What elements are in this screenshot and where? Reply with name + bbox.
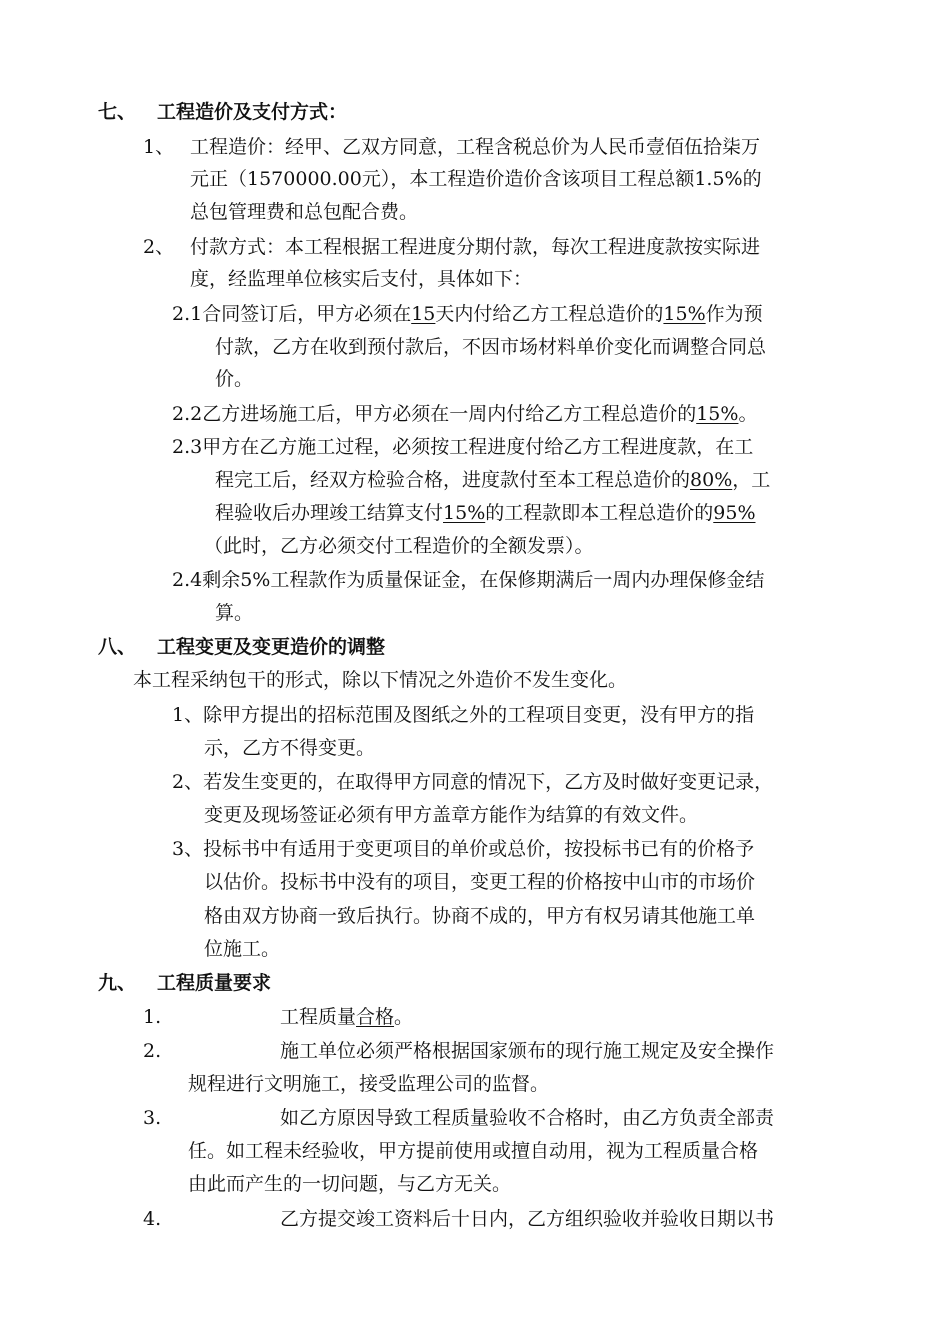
item-9-1-line-1	[280, 1008, 413, 1027]
clause-2-3-text-d: 的工程款即本工程总造价的	[485, 502, 714, 524]
clause-2-1-line-3: 价。	[215, 368, 254, 390]
clause-2-3-text-c: 程验收后办理竣工结算支付	[215, 502, 444, 524]
item-9-2-line-1: 施工单位必须严格根据国家颁布的现行施工规定及安全操作	[280, 1040, 775, 1062]
section-8-title: 工程变更及变更造价的调整	[157, 636, 386, 658]
clause-2-2-line-1	[172, 405, 757, 424]
clause-2-1-text-b: 天内付给乙方工程总造价的	[435, 303, 664, 325]
item-9-1-number: 1.	[143, 1006, 162, 1028]
item-9-3-line-2: 任。如工程未经验收，甲方提前使用或擅自动用，视为工程质量合格	[188, 1140, 759, 1162]
clause-2-1-text-a: 2.1合同签订后，甲方必须在	[172, 303, 412, 325]
item-7-1-line-3: 总包管理费和总包配合费。	[190, 201, 419, 223]
clause-2-3-line-1: 2.3甲方在乙方施工过程，必须按工程进度付给乙方工程进度款，在工	[172, 436, 754, 458]
item-7-2-line-1: 付款方式：本工程根据工程进度分期付款，每次工程进度款按实际进	[190, 236, 761, 258]
clause-2-3-percent-95: 95%	[713, 502, 756, 524]
item-9-2-number: 2.	[143, 1040, 162, 1062]
item-8-3-line-2: 以估价。投标书中没有的项目，变更工程的价格按中山市的市场价	[204, 871, 756, 893]
clause-2-3-text-a: 程完工后，经双方检验合格，进度款付至本工程总造价的	[215, 469, 691, 491]
item-9-1-text-b: 。	[394, 1006, 414, 1028]
clause-2-1-days: 15	[411, 303, 436, 325]
clause-2-1-line-2: 付款，乙方在收到预付款后，不因市场材料单价变化而调整合同总	[215, 336, 767, 358]
section-8-number: 八、	[98, 636, 137, 658]
item-7-2-line-2: 度，经监理单位核实后支付，具体如下：	[190, 268, 533, 290]
item-9-4-line-1: 乙方提交竣工资料后十日内，乙方组织验收并验收日期以书	[280, 1208, 775, 1230]
clause-2-1-percent: 15%	[663, 303, 706, 325]
item-9-2-line-2: 规程进行文明施工，接受监理公司的监督。	[188, 1073, 550, 1095]
clause-2-1-line-1	[172, 305, 763, 324]
section-9-title: 工程质量要求	[157, 972, 272, 994]
clause-2-3-line-3	[215, 504, 756, 523]
item-9-1-grade: 合格	[356, 1006, 395, 1028]
clause-2-2-text-b: 。	[738, 403, 758, 425]
item-8-1-line-1: 1、除甲方提出的招标范围及图纸之外的工程项目变更，没有甲方的指	[172, 704, 755, 726]
clause-2-3-percent-15: 15%	[443, 502, 486, 524]
item-8-3-line-3: 格由双方协商一致后执行。协商不成的，甲方有权另请其他施工单	[204, 905, 756, 927]
item-7-1-line-2: 元正（1570000.00元），本工程造价造价含该项目工程总额1.5%的	[190, 168, 762, 190]
item-8-3-line-1: 3、投标书中有适用于变更项目的单价或总价，按投标书已有的价格予	[172, 838, 755, 860]
item-9-3-line-3: 由此而产生的一切问题，与乙方无关。	[188, 1173, 512, 1195]
item-7-1-number: 1、	[143, 136, 175, 158]
clause-2-3-text-b: ，工	[732, 469, 771, 491]
clause-2-4-line-2: 算。	[215, 602, 254, 624]
clause-2-3-line-4: （此时，乙方必须交付工程造价的全额发票）。	[204, 535, 594, 557]
item-9-3-line-1: 如乙方原因导致工程质量验收不合格时，由乙方负责全部责	[280, 1107, 775, 1129]
item-8-2-line-1: 2、若发生变更的，在取得甲方同意的情况下，乙方及时做好变更记录，	[172, 771, 774, 793]
clause-2-3-percent-80: 80%	[690, 469, 733, 491]
clause-2-1-text-c: 作为预	[705, 303, 763, 325]
section-9-number: 九、	[98, 972, 137, 994]
clause-2-4-line-1: 2.4剩余5%工程款作为质量保证金，在保修期满后一周内办理保修金结	[172, 569, 765, 591]
section-8-intro: 本工程采纳包干的形式，除以下情况之外造价不发生变化。	[133, 669, 628, 691]
section-7-title: 工程造价及支付方式：	[157, 101, 348, 123]
item-7-2-number: 2、	[143, 236, 175, 258]
item-8-1-line-2: 示，乙方不得变更。	[204, 737, 376, 759]
clause-2-2-text-a: 2.2乙方进场施工后，甲方必须在一周内付给乙方工程总造价的	[172, 403, 697, 425]
item-9-4-number: 4.	[143, 1208, 162, 1230]
item-9-1-text-a: 工程质量	[280, 1006, 357, 1028]
item-8-2-line-2: 变更及现场签证必须有甲方盖章方能作为结算的有效文件。	[204, 804, 699, 826]
section-7-number: 七、	[98, 101, 137, 123]
clause-2-2-percent: 15%	[696, 403, 739, 425]
item-7-1-line-1: 工程造价：经甲、乙双方同意，工程含税总价为人民币壹佰伍拾柒万	[190, 136, 761, 158]
item-9-3-number: 3.	[143, 1107, 162, 1129]
item-8-3-line-4: 位施工。	[204, 938, 281, 960]
clause-2-3-line-2	[215, 471, 770, 490]
